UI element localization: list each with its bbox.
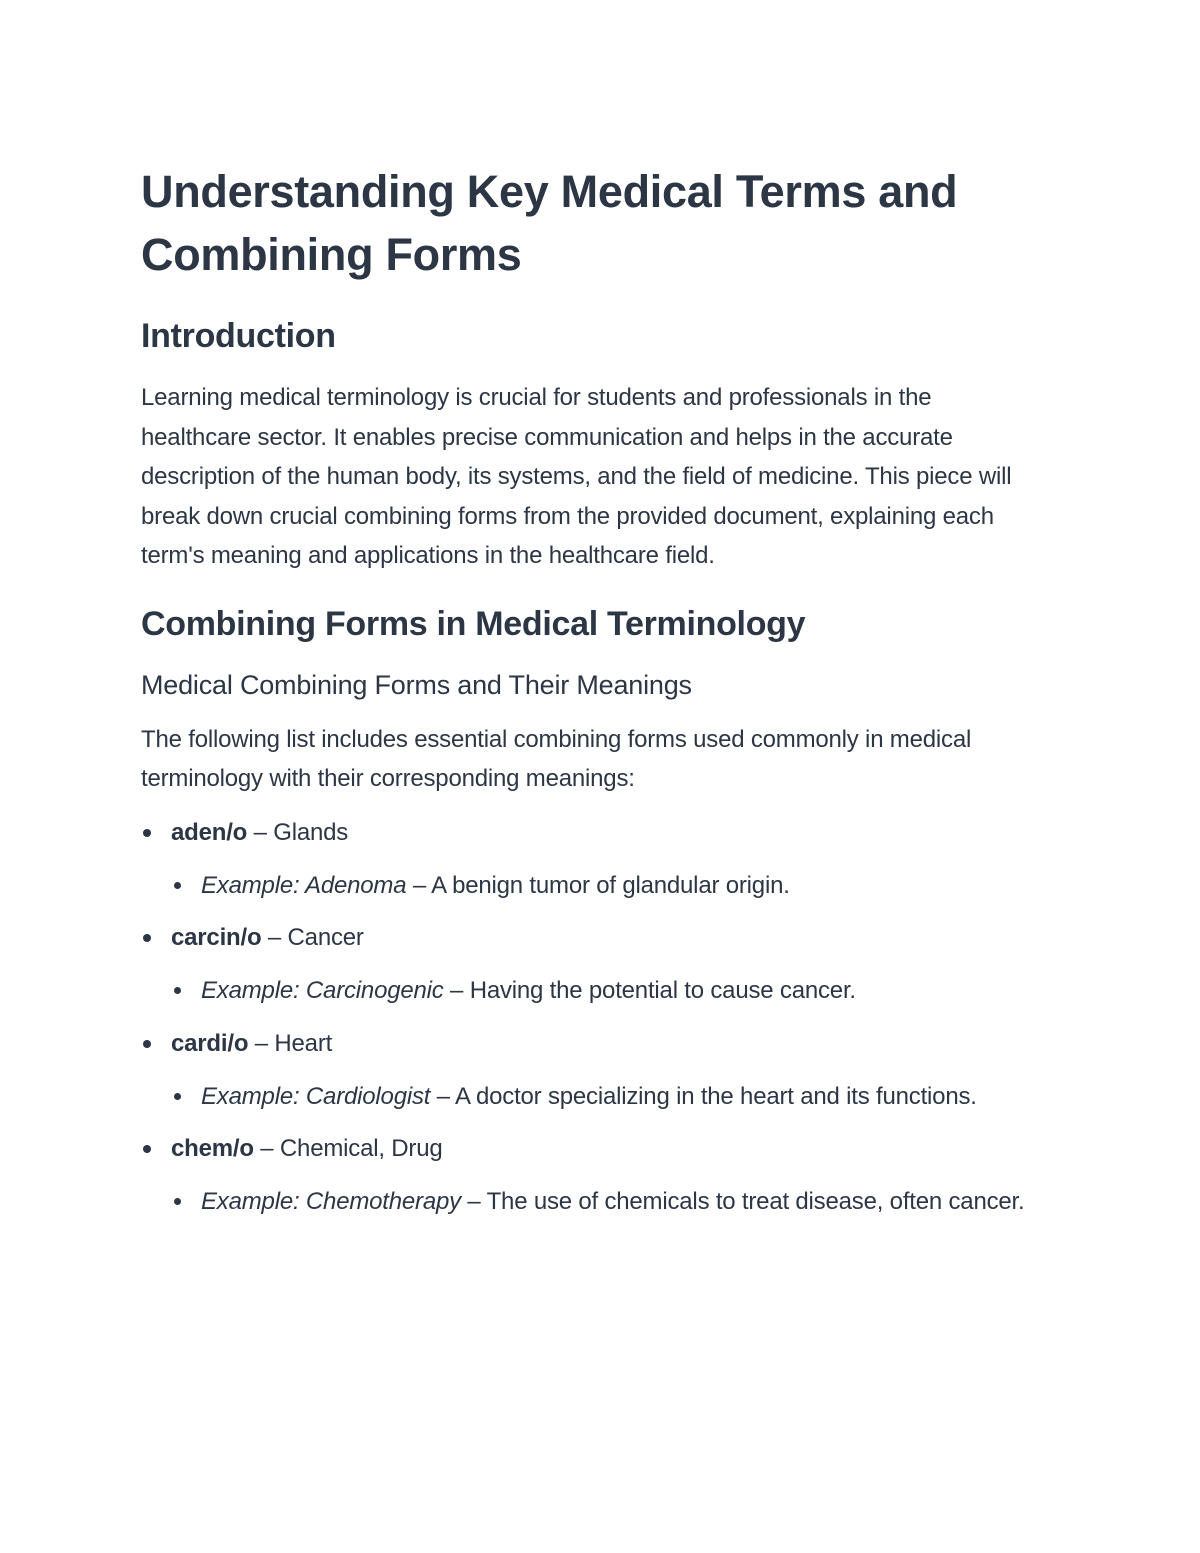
example-item (171, 1182, 1041, 1222)
term-separator: – (261, 924, 288, 951)
introduction-paragraph: Learning medical terminology is crucial for students and professionals in the healthcare sector. It enables precise communication and helps in the accurate description of the human body, its systems, and the field of medicine. This piece will break down crucial combining forms from the provided document, explaining each term's meaning and applications in the healthcare field. (141, 384, 1012, 569)
term-meaning: Chemical, Drug (279, 1135, 443, 1162)
term-name: cardi/o (171, 1029, 249, 1057)
term-name: aden/o (171, 818, 248, 846)
example-item (171, 971, 1041, 1011)
example-text: A doctor specializing in the heart and its functions. (455, 1082, 977, 1110)
example-label: Example: Carcinogenic (201, 977, 444, 1004)
example-list (171, 866, 1041, 906)
example-item (171, 866, 1041, 906)
term-meaning: Glands (273, 818, 349, 846)
term-name: chem/o (171, 1135, 254, 1162)
example-list (171, 971, 1041, 1011)
example-label: Example: Chemotherapy (201, 1188, 461, 1215)
example-text: A benign tumor of glandular origin. (431, 871, 790, 899)
example-list (171, 1077, 1041, 1117)
list-item (141, 1024, 1041, 1117)
example-label: Example: Adenoma (201, 871, 407, 899)
example-text: The use of chemicals to treat disease, often cancer. (486, 1188, 1025, 1215)
document-title: Understanding Key Medical Terms and Combining Forms (141, 166, 958, 280)
example-separator: – (443, 977, 470, 1004)
example-separator: – (406, 871, 432, 899)
list-item (141, 1129, 1041, 1222)
term-separator: – (253, 1135, 280, 1162)
term-separator: – (247, 818, 274, 846)
term-name: carcin/o (171, 924, 262, 951)
combining-forms-subheading: Medical Combining Forms and Their Meanings (141, 669, 692, 700)
example-list (171, 1182, 1041, 1222)
document-page (141, 160, 1041, 1235)
list-item (141, 813, 1041, 906)
example-text: Having the potential to cause cancer. (469, 977, 856, 1004)
example-separator: – (460, 1188, 487, 1215)
introduction-heading: Introduction (141, 317, 336, 355)
term-meaning: Heart (274, 1029, 333, 1057)
combining-forms-intro: The following list includes essential combining forms used commonly in medical terminology with their corresponding meanings: (141, 725, 972, 792)
combining-forms-heading: Combining Forms in Medical Terminology (141, 604, 806, 643)
term-meaning: Cancer (287, 924, 364, 951)
term-separator: – (248, 1029, 275, 1057)
example-separator: – (430, 1082, 456, 1110)
combining-forms-list (141, 813, 1041, 1222)
example-label: Example: Cardiologist (201, 1082, 431, 1110)
list-item (141, 918, 1041, 1011)
example-item (171, 1077, 1041, 1117)
